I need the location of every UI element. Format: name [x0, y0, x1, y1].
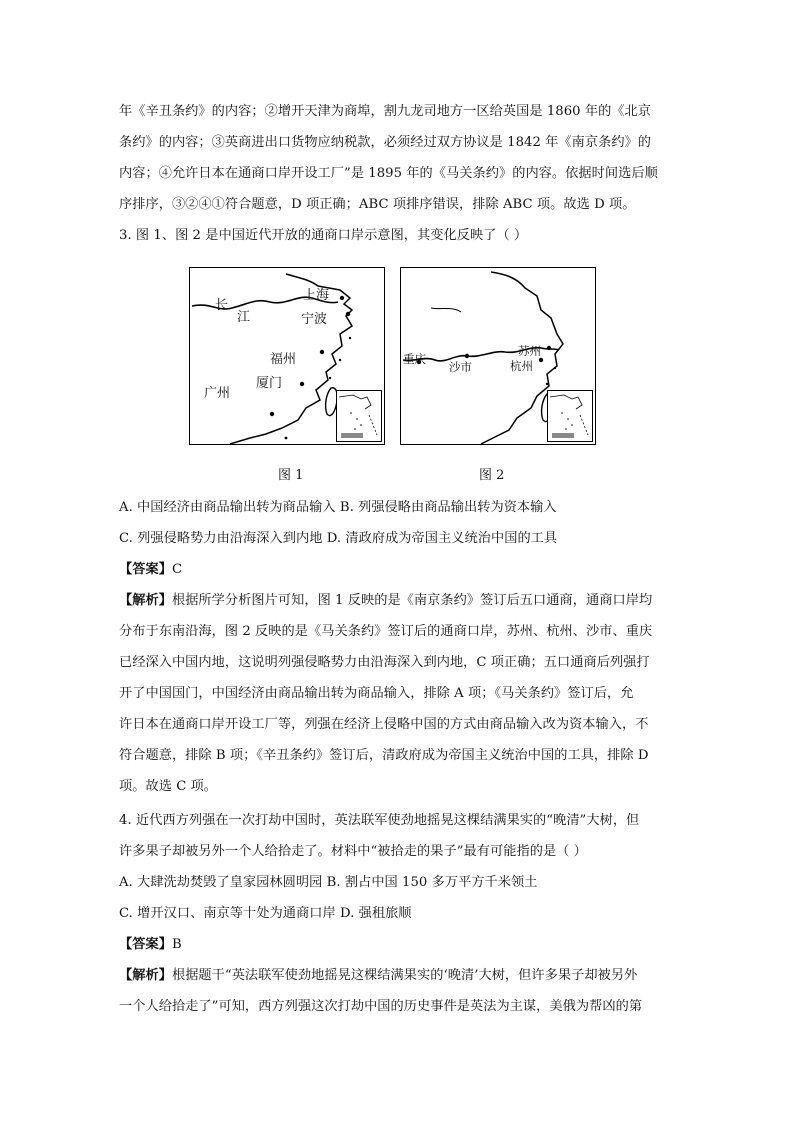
question-3-analysis-line: 许日本在通商口岸开设工厂等，列强在经济上侵略中国的方式由商品输入改为资本输入，不: [119, 717, 649, 732]
paragraph-line: 条约》的内容；③英商进出口货物应纳税款，必须经过双方协议是 1842 年《南京条约》的: [119, 135, 652, 150]
analysis-tag: 【解析】: [119, 593, 172, 608]
question-4-answer: [119, 936, 679, 954]
answer-value: C: [171, 562, 183, 577]
question-4-stem: 许多果子却被另外一个人给拾走了。材料中“被拾走的果子”最有可能指的是（ ）: [119, 844, 587, 859]
question-4-options-cd: C. 增开汉口、南京等十处为通商口岸 D. 强租旅顺: [119, 906, 412, 921]
analysis-text: 根据题干“英法联军使劲地摇晃这棵结满果实的‘晚清’大树，但许多果子却被另外: [171, 968, 638, 983]
question-3-options-cd: C. 列强侵略势力由沿海深入到内地 D. 清政府成为帝国主义统治中国的工具: [119, 531, 558, 546]
question-3-options-ab: A. 中国经济由商品输出转为商品输入 B. 列强侵略由商品输出转为资本输入: [119, 500, 557, 515]
question-3-analysis-line: 符合题意，排除 B 项；《辛丑条约》签订后，清政府成为帝国主义统治中国的工具，排除 D: [119, 748, 649, 763]
figure-1-caption: 图 1: [278, 468, 304, 483]
map-label-fuzhou: 福州: [270, 352, 297, 367]
question-4-stem: 4. 近代西方列强在一次打劫中国时，英法联军使劲地摇晃这棵结满果实的“晚清”大树，但: [119, 813, 640, 828]
paragraph-line: 年《辛丑条约》的内容；②增开天津为商埠，割九龙司地方一区给英国是 1860 年的《北京: [119, 104, 652, 119]
map-label-shanghai: 上海: [303, 288, 330, 303]
map-label-suzhou: 苏州: [518, 344, 541, 358]
question-3-stem: 3. 图 1、图 2 是中国近代开放的通商口岸示意图，其变化反映了（ ）: [119, 228, 528, 243]
question-3-analysis-line: [119, 592, 679, 610]
question-4-options-ab: A. 大肆洗劫焚毁了皇家园林圆明园 B. 割占中国 150 多万平方千米领土: [119, 875, 538, 890]
answer-tag: 【答案】: [119, 562, 172, 577]
figure-2-caption: 图 2: [479, 468, 505, 483]
map-label-xiamen: 厦门: [256, 376, 283, 391]
south-china-sea-inset: [547, 390, 593, 442]
map-label-ningbo: 宁波: [301, 312, 328, 327]
question-3-analysis-line: 开了中国国门，中国经济由商品输出转为商品输入，排除 A 项；《马关条约》签订后，允: [119, 686, 634, 701]
figure-1-map: [189, 267, 385, 445]
map-label-guangzhou: 广州: [204, 386, 231, 401]
south-china-sea-inset: [336, 390, 382, 442]
map-label-chongqing: 重庆: [403, 352, 426, 366]
question-3-analysis-line: 项。故选 C 项。: [119, 779, 218, 794]
question-4-analysis-line: 一个人给拾走了”可知，西方列强这次打劫中国的历史事件是英法为主谋，美俄为帮凶的第: [119, 999, 643, 1014]
question-4-analysis-line: [119, 967, 679, 985]
answer-tag: 【答案】: [119, 937, 172, 952]
analysis-text: 根据所学分析图片可知，图 1 反映的是《南京条约》签订后五口通商，通商口岸均: [171, 593, 653, 608]
question-3-analysis-line: 已经深入中国内地，这说明列强侵略势力由沿海深入到内地，C 项正确；五口通商后列强打: [119, 655, 650, 670]
analysis-tag: 【解析】: [119, 968, 172, 983]
question-3-analysis-line: 分布于东南沿海，图 2 反映的是《马关条约》签订后的通商口岸，苏州、杭州、沙市、重庆: [119, 624, 653, 639]
paragraph-line: 内容；④允许日本在通商口岸开设工厂”是 1895 年的《马关条约》的内容。依据时间选后顺: [119, 166, 658, 181]
map-label-chang: 长: [215, 298, 229, 313]
paragraph-line: 序排序，③②④①符合题意，D 项正确；ABC 项排序错误，排除 ABC 项。故选 D 项。: [119, 197, 636, 212]
question-3-answer: [119, 561, 679, 579]
map-label-shashi: 沙市: [449, 360, 472, 374]
map-label-hangzhou: 杭州: [510, 359, 533, 373]
figure-2-map: [400, 267, 596, 445]
answer-value: B: [171, 937, 182, 952]
map-label-jiang: 江: [237, 310, 251, 325]
